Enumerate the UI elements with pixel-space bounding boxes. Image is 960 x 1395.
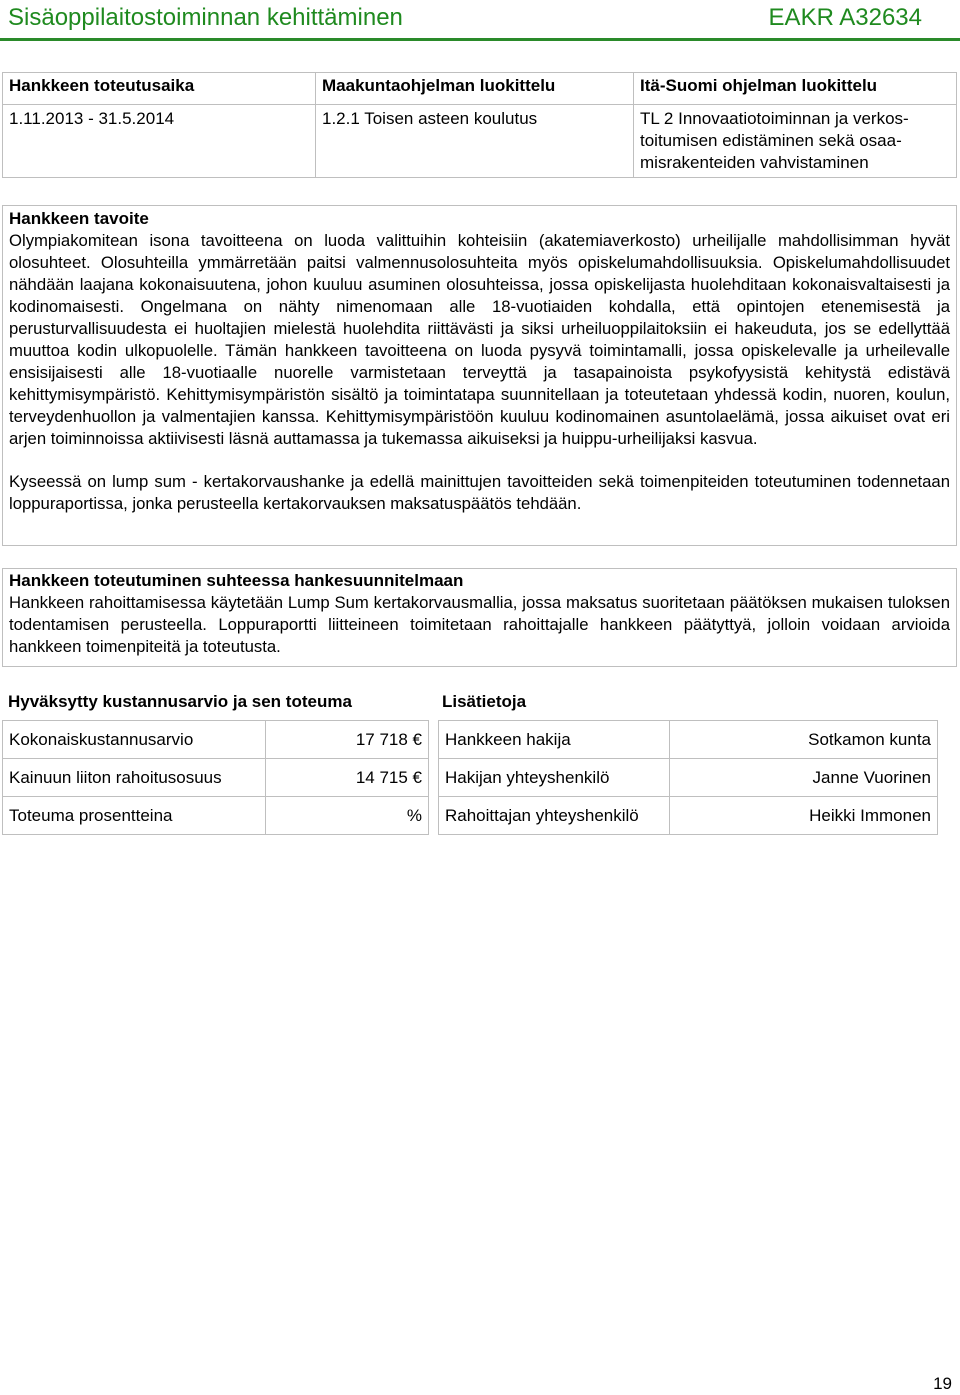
goal-heading: Hankkeen tavoite xyxy=(9,209,149,228)
meta-value-cell: 1.2.1 Toisen asteen koulutus xyxy=(316,105,634,178)
project-meta-table xyxy=(2,72,957,178)
budget-table xyxy=(2,720,429,835)
info-label: Hakijan yhteyshenkilö xyxy=(439,759,670,797)
info-value: Heikki Immonen xyxy=(670,797,938,835)
budget-value: % xyxy=(266,797,429,835)
goal-section xyxy=(2,205,957,546)
realization-section xyxy=(2,568,957,667)
info-label: Rahoittajan yhteyshenkilö xyxy=(439,797,670,835)
meta-header-row xyxy=(3,73,957,105)
budget-label: Kainuun liiton rahoitusosuus xyxy=(3,759,266,797)
project-code: EAKR A32634 xyxy=(768,4,922,31)
info-heading: Lisätietoja xyxy=(442,692,527,711)
goal-paragraph: Kyseessä on lump sum - kertakorvaushanke ja edellä mainittujen tavoitteiden sekä toimenpiteiden toteutuminen todennetaan loppuraportissa, jonka perusteella kertakorvauksen maksatuspäätös tehdään. xyxy=(9,472,950,513)
meta-value-cell: 1.11.2013 - 31.5.2014 xyxy=(3,105,316,178)
table-row xyxy=(3,797,429,835)
document-title: Sisäoppilaitostoiminnan kehittäminen xyxy=(8,4,403,31)
meta-header-cell: Itä-Suomi ohjelman luokittelu xyxy=(634,73,957,105)
info-value: Sotkamon kunta xyxy=(670,721,938,759)
info-label: Hankkeen hakija xyxy=(439,721,670,759)
budget-heading: Hyväksytty kustannusarvio ja sen toteuma xyxy=(8,692,352,711)
meta-header-cell: Maakuntaohjelman luokittelu xyxy=(316,73,634,105)
header-rule xyxy=(0,38,960,41)
info-table xyxy=(438,720,938,835)
budget-value: 14 715 € xyxy=(266,759,429,797)
meta-value-cell: TL 2 Innovaatiotoiminnan ja verkos-toitumisen edistäminen sekä osaa-misrakenteiden vahvistaminen xyxy=(634,105,957,178)
meta-value-row xyxy=(3,105,957,178)
goal-paragraph: Olympiakomitean isona tavoitteena on luoda valittuihin kohteisiin (akatemiaverkosto) urheilijalle mahdollisimman hyvät olosuhteet. Olosuhteilla ymmärretään paitsi valmennusolosuhteita myös opiskelumahdollisuuksia. Opiskelumahdollisuudet nähdään laajana kokonaisuutena, johon kuuluu asuminen olosuhteissa, jossa opiskelijasta huolehditaan kokonaisvaltaisesti ja kodinomaisesti. Ongelmana on nähty nimenomaan alle 18-vuotiaiden kohdalla, että opintojen etenemisestä ja perusturvallisuudesta ei huoltajien mielestä huolehdita riittävästi ja siksi urheiluoppilaitoksiin ei hakeuduta, jos se edellyttää muuttoa kodin ulkopuolelle. Tämän hankkeen tavoitteena on luoda pysyvä toimintamalli, jossa opiskelevalle ja urheilevalle ensisijaisesti alle 18-vuotiaalle nuorelle varmistetaan terveyttä ja tasapainoista psykofyysistä kehitystä edistävä kehittymisympäristö. Kehittymisympäristön sisältö ja toimintatapa suunnitellaan ja toteutetaan yhdessä kodin, nuoren, koulun, terveydenhuollon ja valmentajien kanssa. Kehittymisympäristöön kuuluu kodinomainen asuntolaelämä, jossa aikuiset ovat eri arjen toiminnoissa aktiivisesti läsnä auttamassa ja tukemassa aikuiseksi ja huippu-urheilijaksi kasvua. xyxy=(9,231,950,448)
meta-header-cell: Hankkeen toteutusaika xyxy=(3,73,316,105)
table-row xyxy=(439,759,938,797)
budget-label: Kokonaiskustannusarvio xyxy=(3,721,266,759)
budget-label: Toteuma prosentteina xyxy=(3,797,266,835)
page-number: 19 xyxy=(933,1374,952,1393)
realization-paragraph: Hankkeen rahoittamisessa käytetään Lump Sum kertakorvausmallia, jossa maksatus suoritetaan päätöksen mukaisen tuloksen todentamisen perusteella. Loppuraportti liitteineen toimitetaan rahoittajalle hankkeen päätyttyä, jolloin voidaan arvioida hankkeen toimenpiteitä ja toteutusta. xyxy=(9,593,950,656)
budget-value: 17 718 € xyxy=(266,721,429,759)
table-row xyxy=(3,721,429,759)
table-row xyxy=(3,759,429,797)
realization-heading: Hankkeen toteutuminen suhteessa hankesuunnitelmaan xyxy=(9,571,464,590)
table-row xyxy=(439,721,938,759)
table-row xyxy=(439,797,938,835)
info-value: Janne Vuorinen xyxy=(670,759,938,797)
